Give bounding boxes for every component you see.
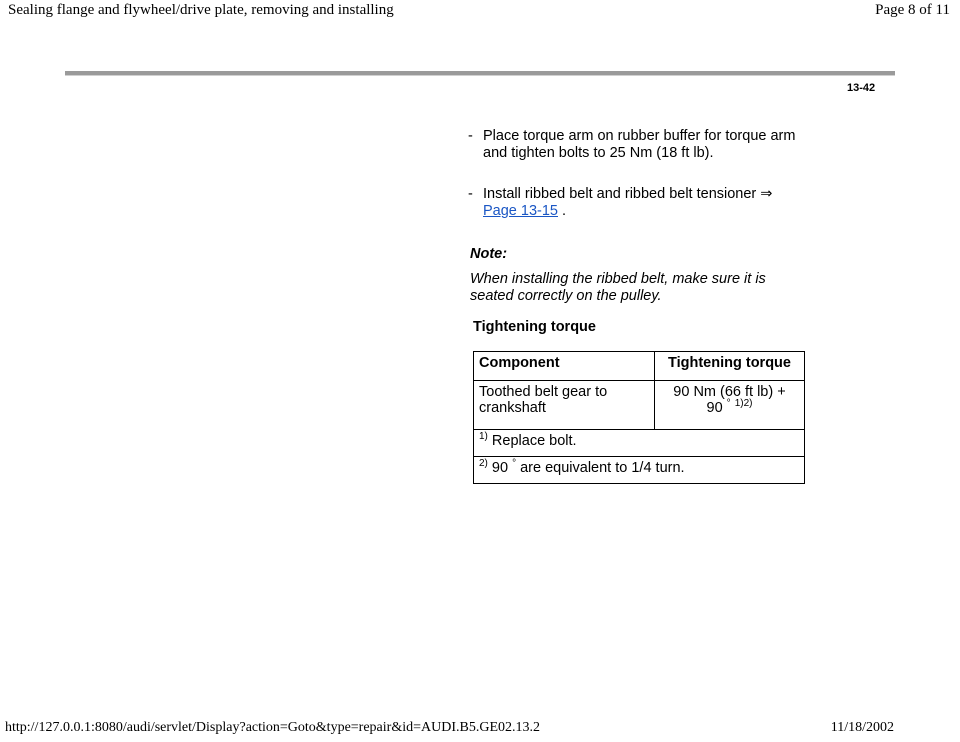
footnote-text: are equivalent to 1/4 turn. <box>516 460 685 476</box>
note-label: Note: <box>470 246 508 262</box>
degree-symbol: ° <box>726 398 731 410</box>
footnote-text: Replace bolt. <box>487 433 577 449</box>
step-line: and tighten bolts to 25 Nm (18 ft lb). <box>483 145 714 161</box>
header-divider <box>65 71 895 76</box>
cell-line-value <box>660 400 799 416</box>
step-dash: - <box>468 186 473 202</box>
table-row <box>474 381 805 430</box>
cell-line: crankshaft <box>479 400 546 416</box>
footnote-mark: 2) <box>479 458 488 470</box>
column-header: Tightening torque <box>655 352 805 381</box>
cell-line: 90 Nm (66 ft lb) + <box>673 384 786 400</box>
note-line: seated correctly on the pulley. <box>470 288 662 304</box>
torque-heading: Tightening torque <box>473 319 596 335</box>
footnote-mark: 1) <box>479 431 488 443</box>
footnote-refs: 1)2) <box>734 398 753 410</box>
value-angle: 90 <box>706 400 723 416</box>
page-link[interactable]: Page 13-15 <box>483 203 558 219</box>
footnote <box>474 430 805 457</box>
footnote <box>474 457 805 484</box>
document-title: Sealing flange and flywheel/drive plate, removing and installing <box>8 2 394 18</box>
table-footnote-row <box>474 430 805 457</box>
cell-line: Toothed belt gear to <box>479 384 608 400</box>
step-line: Install ribbed belt and ribbed belt tensioner ⇒ <box>483 186 773 202</box>
step-line: Place torque arm on rubber buffer for torque arm <box>483 128 796 144</box>
torque-table <box>473 351 805 484</box>
degree-symbol: ° <box>512 458 517 470</box>
page-indicator: Page 8 of 11 <box>875 2 950 18</box>
note-line: When installing the ribbed belt, make sure it is <box>470 271 766 287</box>
column-header: Component <box>474 352 655 381</box>
step-dash: - <box>468 128 473 144</box>
note-body <box>470 271 766 305</box>
table-header-row <box>474 352 805 381</box>
footer-url: http://127.0.0.1:8080/audi/servlet/Display?action=Goto&type=repair&id=AUDI.B5.GE02.13.2 <box>5 720 540 735</box>
table-footnote-row <box>474 457 805 484</box>
footnote-text: 90 <box>487 460 513 476</box>
step-line-with-link <box>483 203 566 220</box>
footer-date: 11/18/2002 <box>830 720 894 735</box>
table-cell-component <box>474 381 655 430</box>
step-line-suffix: . <box>557 203 567 219</box>
table-cell-torque <box>655 381 805 430</box>
page-number: 13-42 <box>847 82 876 94</box>
